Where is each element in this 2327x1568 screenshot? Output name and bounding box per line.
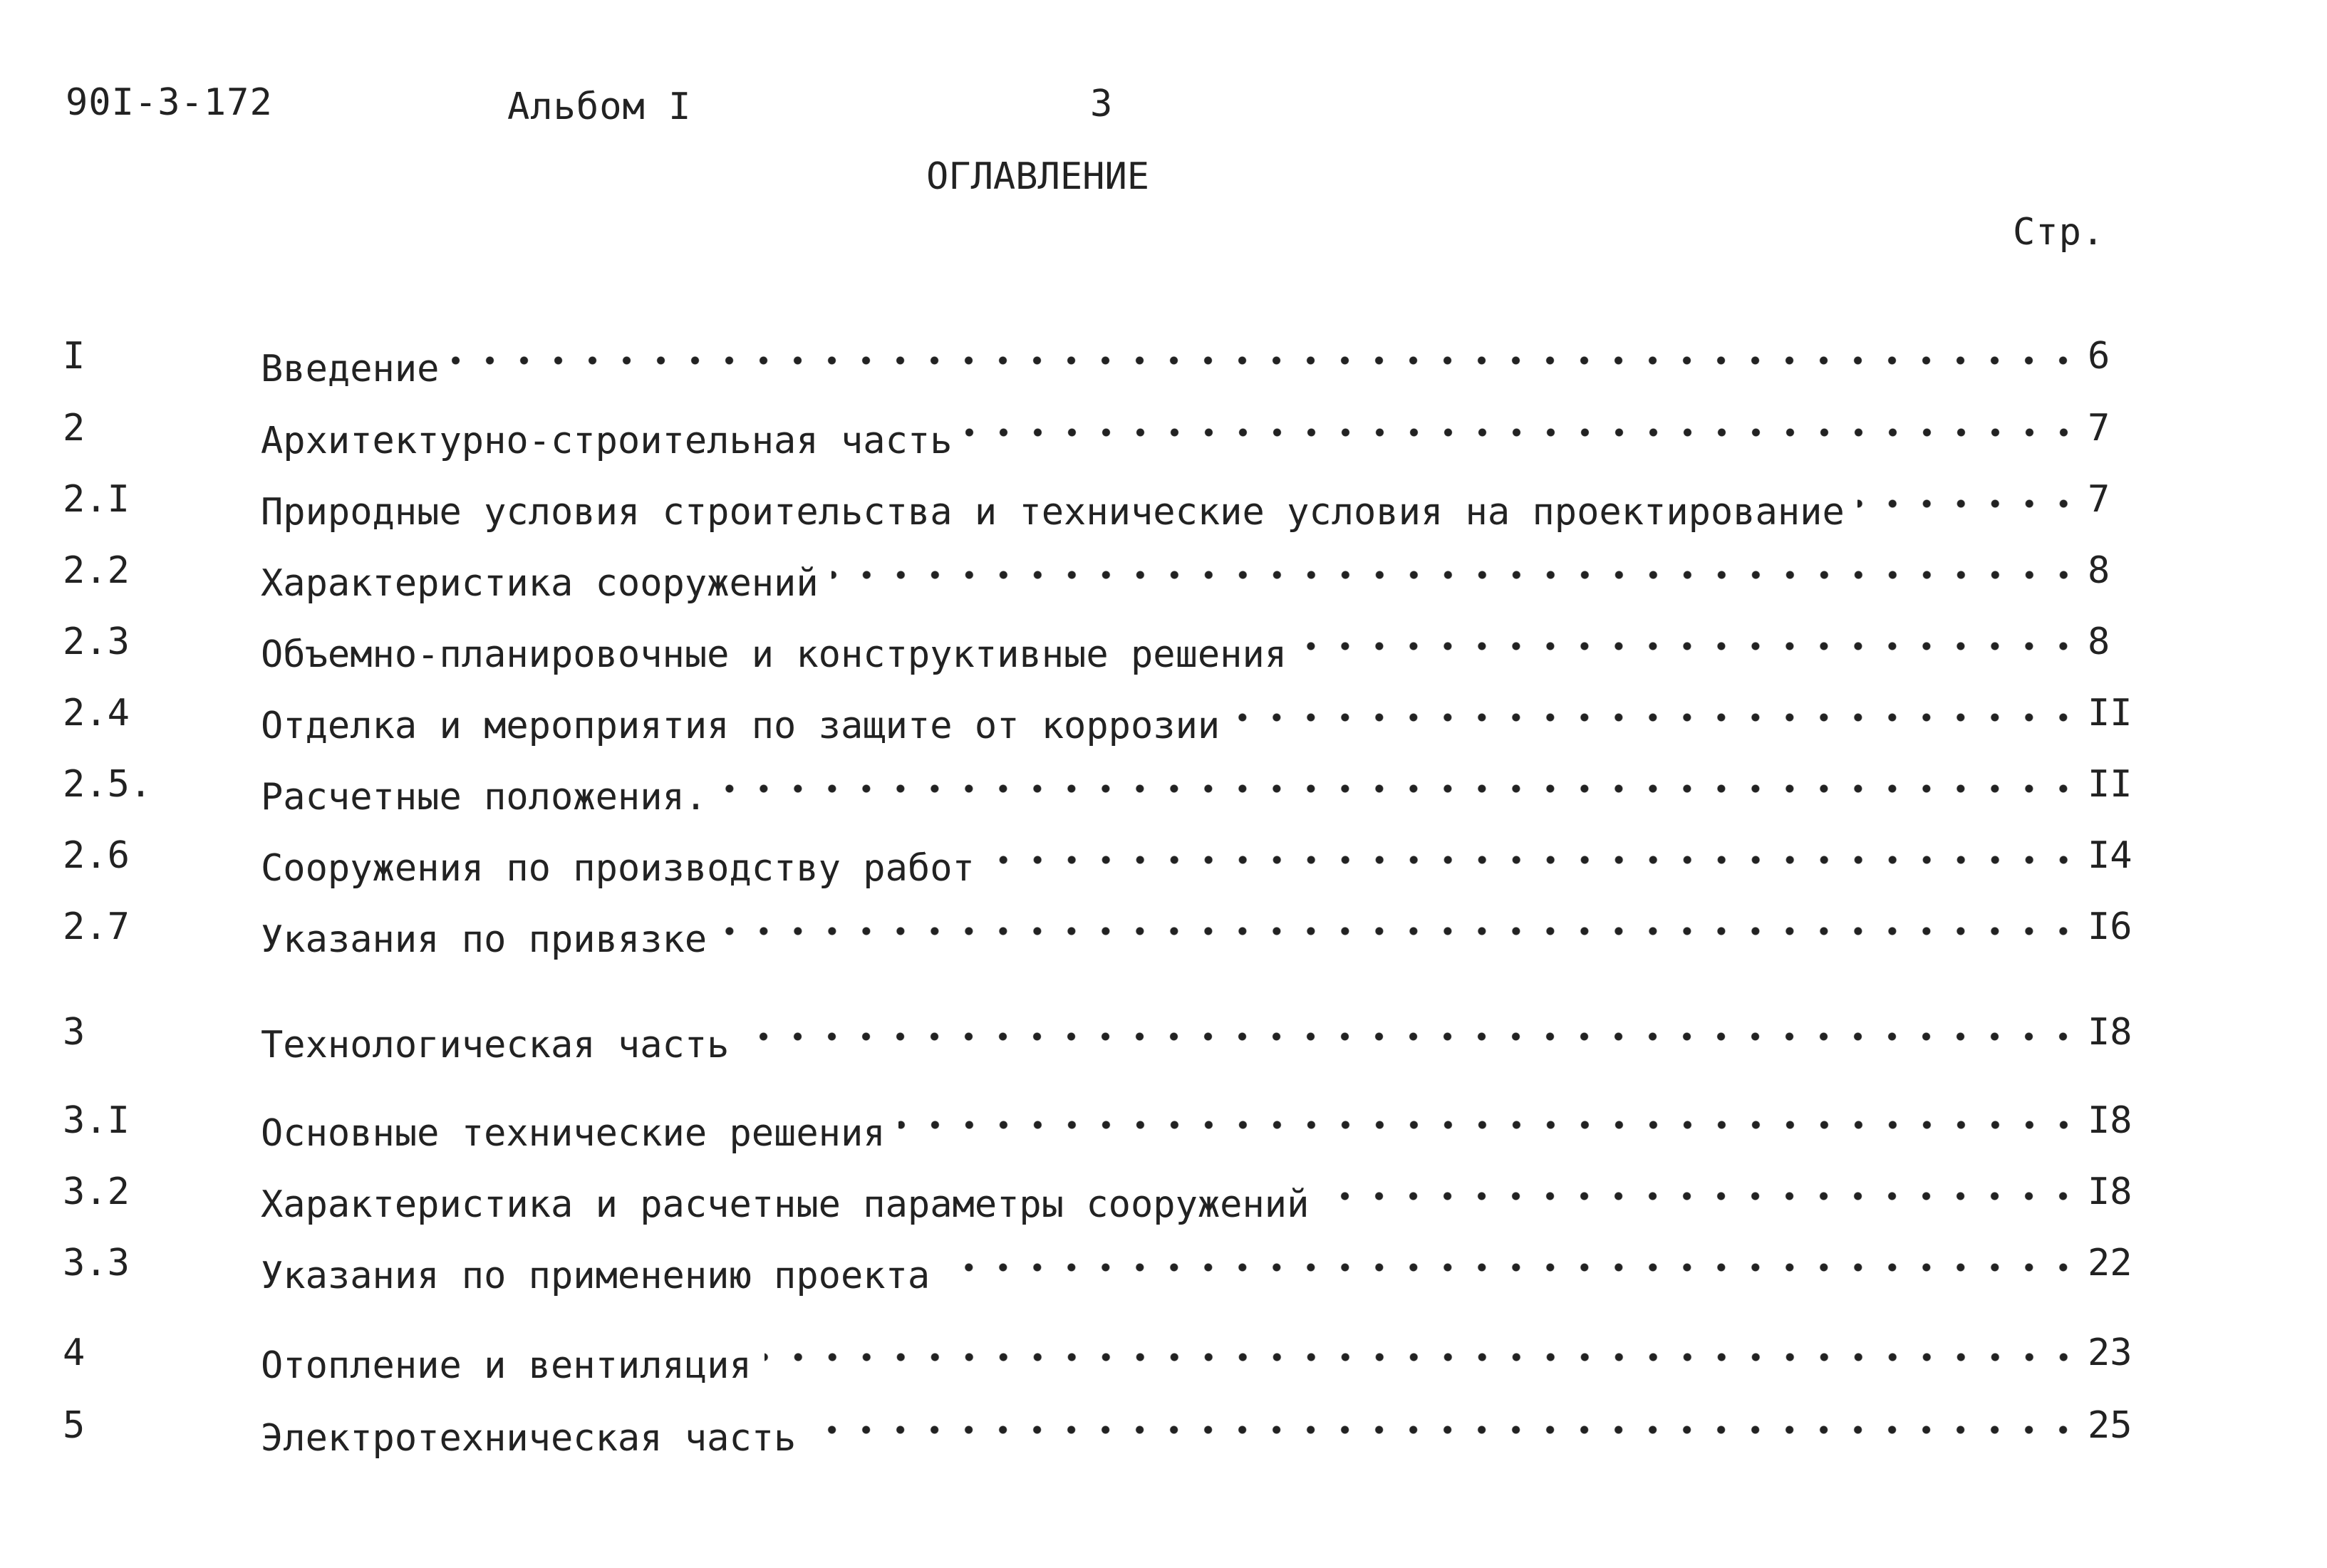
- dot-leader: [1857, 479, 2080, 529]
- toc-row-page: II: [2088, 763, 2132, 806]
- toc-row: [0, 688, 2327, 747]
- toc-row-page: I8: [2088, 1011, 2132, 1054]
- toc-row-number: 3.2: [63, 1170, 130, 1213]
- page-number: 3: [1090, 83, 1114, 125]
- dot-leader: [988, 835, 2080, 885]
- toc-row-number: 2.4: [63, 692, 130, 734]
- dot-leader: [720, 906, 2080, 956]
- toc-row-number: 2.7: [63, 905, 130, 948]
- toc-row-title: Характеристика сооружений: [261, 562, 819, 605]
- toc-row-number: 4: [63, 1331, 85, 1374]
- toc-row-number: 2: [63, 407, 85, 450]
- toc-row-title: Введение: [261, 348, 440, 390]
- toc-row-page: 23: [2088, 1331, 2132, 1374]
- dot-leader: [1300, 621, 2080, 671]
- toc-row-number: 3: [63, 1011, 85, 1054]
- dot-leader: [720, 764, 2080, 814]
- toc-row-page: I8: [2088, 1170, 2132, 1213]
- toc-row-title: Характеристика и расчетные параметры сооружений: [261, 1183, 1310, 1226]
- toc-row-number: 5: [63, 1404, 85, 1447]
- toc-row-number: 2.5.: [63, 763, 152, 806]
- toc-row: [0, 1167, 2327, 1226]
- toc-row: [0, 617, 2327, 676]
- album-label: Альбом I: [507, 85, 692, 128]
- dot-leader: [1233, 692, 2080, 742]
- toc-row-title: Технологическая часть: [261, 1024, 730, 1066]
- page-column-label: Стр.: [2013, 211, 2105, 254]
- toc-row: [0, 759, 2327, 819]
- toc-row-title: Расчетные положения.: [261, 776, 708, 819]
- toc-row-title: Основные технические решения: [261, 1112, 886, 1155]
- dot-leader: [742, 1012, 2080, 1061]
- toc-row-number: 2.I: [63, 478, 130, 521]
- toc-row-title: Электротехническая часть: [261, 1417, 797, 1460]
- toc-row-page: 22: [2088, 1242, 2132, 1284]
- toc-row-page: 25: [2088, 1404, 2132, 1447]
- toc-row-page: I6: [2088, 905, 2132, 948]
- toc-row-number: 3.I: [63, 1099, 130, 1142]
- dot-leader: [831, 550, 2080, 600]
- dot-leader: [965, 407, 2080, 457]
- toc-row: [0, 1238, 2327, 1297]
- toc-row: [0, 831, 2327, 890]
- toc-row-title: Сооружения по производству работ: [261, 847, 975, 890]
- toc-row-number: I: [63, 335, 85, 378]
- toc-heading: ОГЛАВЛЕНИЕ: [926, 155, 1150, 198]
- toc-row-title: Природные условия строительства и технические условия на проектирование: [261, 491, 1845, 534]
- toc-row: [0, 331, 2327, 390]
- document-code: 90I-3-172: [66, 81, 273, 124]
- toc-row-page: 8: [2088, 621, 2110, 663]
- dot-leader: [898, 1100, 2080, 1150]
- toc-row-number: 2.3: [63, 621, 130, 663]
- toc-row-page: II: [2088, 692, 2132, 734]
- toc-row: [0, 1096, 2327, 1155]
- toc-row: [0, 474, 2327, 534]
- toc-row-title: Объемно-планировочные и конструктивные решения: [261, 633, 1287, 676]
- toc-row-page: 7: [2088, 407, 2110, 450]
- toc-row: [0, 403, 2327, 462]
- toc-row: [0, 902, 2327, 961]
- toc-row: [0, 1007, 2327, 1066]
- toc-row-title: Отделка и мероприятия по защите от коррозии: [261, 705, 1220, 747]
- toc-row-page: 6: [2088, 335, 2110, 378]
- toc-row-page: I4: [2088, 834, 2132, 877]
- toc-row-title: Архитектурно-строительная часть: [261, 420, 953, 462]
- toc-row-number: 2.6: [63, 834, 130, 877]
- toc-row-page: I8: [2088, 1099, 2132, 1142]
- toc-row: [0, 1328, 2327, 1387]
- toc-row-page: 8: [2088, 549, 2110, 592]
- dot-leader: [452, 336, 2080, 385]
- toc-row: [0, 1401, 2327, 1460]
- dot-leader: [809, 1405, 2080, 1455]
- toc-row-number: 3.3: [63, 1242, 130, 1284]
- toc-row: [0, 546, 2327, 605]
- dot-leader: [765, 1332, 2080, 1382]
- toc-row-title: Отопление и вентиляция: [261, 1344, 752, 1387]
- dot-leader: [943, 1242, 2080, 1292]
- toc-row-page: 7: [2088, 478, 2110, 521]
- dot-leader: [1322, 1171, 2080, 1221]
- toc-row-title: Указания по привязке: [261, 918, 708, 961]
- toc-row-number: 2.2: [63, 549, 130, 592]
- toc-row-title: Указания по применению проекта: [261, 1255, 931, 1297]
